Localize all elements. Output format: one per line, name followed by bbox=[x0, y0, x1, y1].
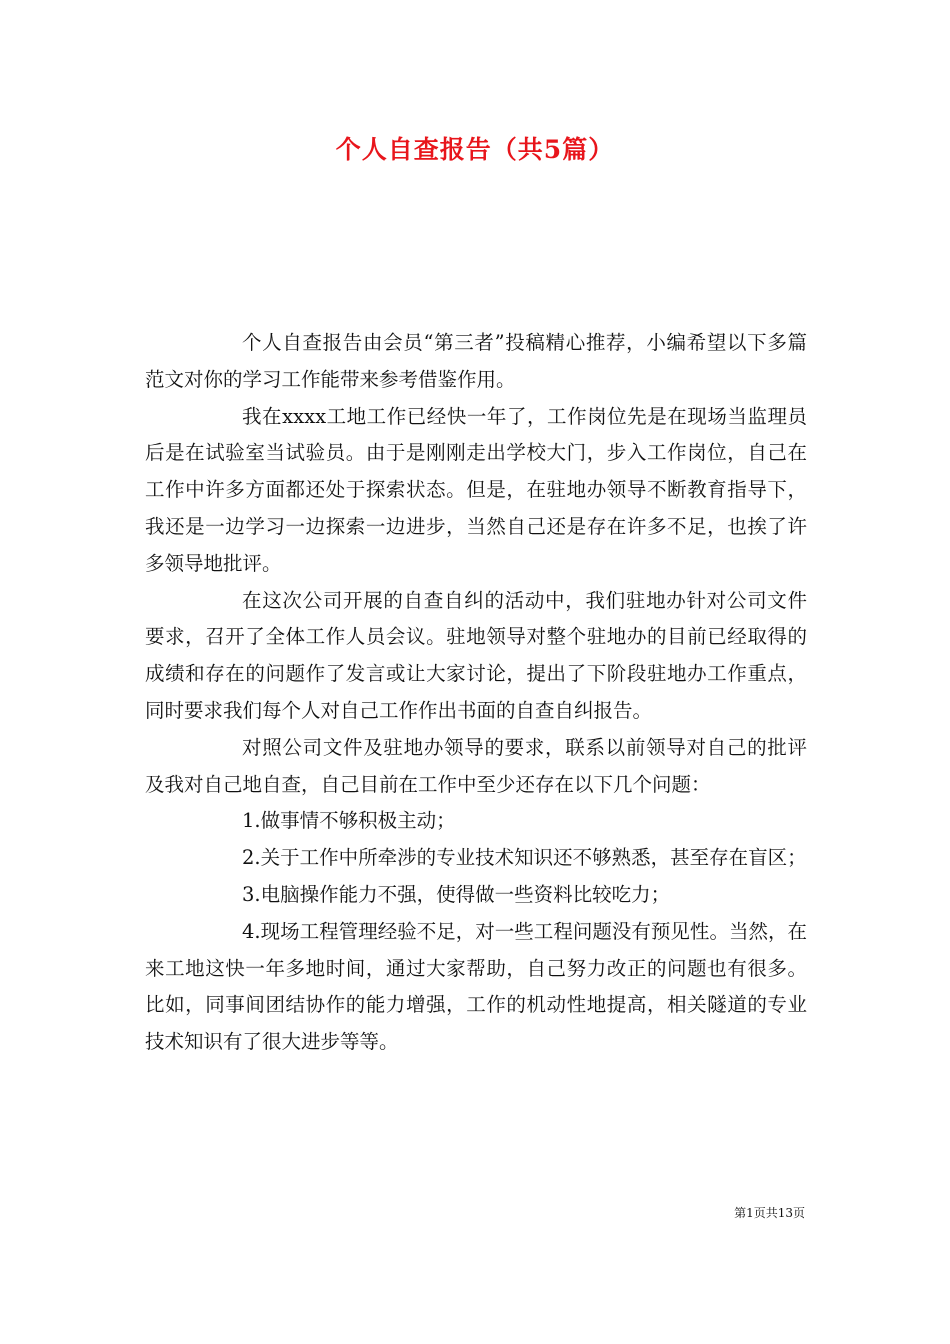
paragraph-activity: 在这次公司开展的自查自纠的活动中，我们驻地办针对公司文件要求，召开了全体工作人员会议。驻地领导对整个驻地办的目前已经取得的成绩和存在的问题作了发言或让大家讨论，提出了下阶段驻地办工作重点，同时要求我们每个人对自己工作作出书面的自查自纠报告。 bbox=[145, 588, 807, 722]
list-item-4: 4.现场工程管理经验不足，对一些工程问题没有预见性。当然，在来工地这快一年多地时间，通过大家帮助，自己努力改正的问题也有很多。比如，同事间团结协作的能力增强，工作的机动性地提高，相关隧道的专业技术知识有了很大进步等等。 bbox=[145, 919, 807, 1054]
paragraph-problems-intro: 对照公司文件及驻地办领导的要求，联系以前领导对自己的批评及我对自己地自查，自己目前在工作中至少还存在以下几个问题： bbox=[145, 735, 807, 796]
list-item-1: 1.做事情不够积极主动； bbox=[242, 809, 456, 833]
list-item-3: 3.电脑操作能力不强，使得做一些资料比较吃力； bbox=[242, 882, 671, 906]
document-title: 个人自查报告（共5篇） bbox=[335, 135, 615, 164]
list-item-2: 2.关于工作中所牵涉的专业技术知识还不够熟悉，甚至存在盲区； bbox=[242, 846, 807, 870]
paragraph-background: 我在xxxx工地工作已经快一年了，工作岗位先是在现场当监理员后是在试验室当试验员。由于是刚刚走出学校大门，步入工作岗位，自己在工作中许多方面都还处于探索状态。但是，在驻地办领导不断教育指导下，我还是一边学习一边探索一边进步，当然自己还是存在许多不足，也挨了许多领导地批评。 bbox=[145, 404, 807, 575]
document-body bbox=[145, 325, 807, 1061]
paragraph-intro: 个人自查报告由会员“第三者”投稿精心推荐，小编希望以下多篇范文对你的学习工作能带来参考借鉴作用。 bbox=[145, 331, 807, 391]
page-number-footer: 第1页共13页 bbox=[734, 1206, 805, 1220]
